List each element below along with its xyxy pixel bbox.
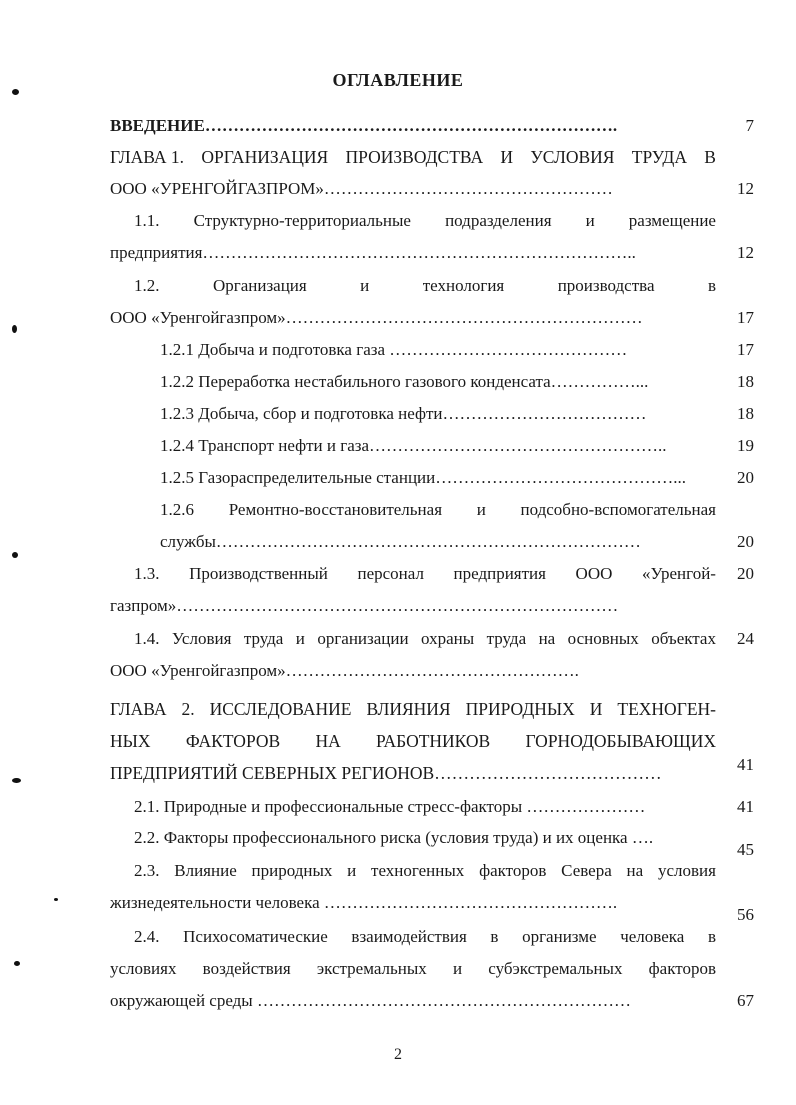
toc-page-1-4: 24 [737,629,754,648]
toc-entry-2-3-line1: 2.3. Влияние природных и техногенных факторов Севера на условия [134,861,716,880]
toc-page-2-1: 41 [737,797,754,816]
toc-entry-2-4-line1: 2.4. Психосоматические взаимодействия в организме человека в [134,927,716,946]
scan-speck [12,325,17,333]
toc-entry-ch2-line2: НЫХ ФАКТОРОВ НА РАБОТНИКОВ ГОРНОДОБЫВАЮЩИХ [110,731,716,751]
toc-entry-1-4-line1: 1.4. Условия труда и организации охраны труда на основных объектах [134,629,716,648]
toc-page-1-2-3: 18 [737,404,754,423]
toc-page-intro: 7 [745,116,754,135]
toc-entry-1-2-3: 1.2.3 Добыча, сбор и подготовка нефти……………………………… [160,404,647,423]
toc-page-ch2: 41 [737,755,754,774]
toc-page-2-3: 56 [737,905,754,924]
toc-entry-2-4-line3: окружающей среды ………………………………………………………… [110,991,631,1010]
toc-entry-1-2-5: 1.2.5 Газораспределительные станции……………………………………... [160,468,686,487]
toc-entry-1-2-line2: ООО «Уренгойгазпром»……………………………………………………… [110,308,643,327]
toc-entry-1-3-line1: 1.3. Производственный персонал предприятия ООО «Уренгой- [134,564,716,583]
toc-entry-1-2-4: 1.2.4 Транспорт нефти и газа…………………………………………….. [160,436,667,455]
scan-speck [14,961,20,966]
toc-page-1-2-5: 20 [737,468,754,487]
toc-page-1-1: 12 [737,243,754,262]
toc-page-1-2-2: 18 [737,372,754,391]
scan-speck [12,552,18,558]
toc-page-1-2-1: 17 [737,340,754,359]
page-number: 2 [394,1046,402,1063]
toc-entry-1-4-line2: ООО «Уренгойгазпром»……………………………………………. [110,661,579,680]
toc-page-1-2-4: 19 [737,436,754,455]
toc-page-1-3: 20 [737,564,754,583]
toc-entry-1-2-2: 1.2.2 Переработка нестабильного газового конденсата……………... [160,372,649,391]
toc-entry-1-1-line2: предприятия………………………………………………………………….. [110,243,636,262]
toc-entry-1-2-6-line2: службы………………………………………………………………… [160,532,641,551]
scan-speck [12,778,21,783]
toc-entry-ch1-line2: ООО «УРЕНГОЙГАЗПРОМ»…………………………………………… [110,179,613,198]
toc-entry-intro: ВВЕДЕНИЕ………………………………………………………………. [110,116,618,135]
toc-entry-2-1: 2.1. Природные и профессиональные стресс-факторы ………………… [134,797,646,816]
toc-page-2-2: 45 [737,840,754,859]
toc-entry-2-3-line2: жизнедеятельности человека ……………………………………………. [110,893,618,912]
toc-page-2-4: 67 [737,991,754,1010]
toc-page-1-2-6: 20 [737,532,754,551]
toc-entry-ch2-line1: ГЛАВА 2. ИССЛЕДОВАНИЕ ВЛИЯНИЯ ПРИРОДНЫХ И ТЕХНОГЕН- [110,699,716,719]
toc-title: ОГЛАВЛЕНИЕ [332,70,464,90]
scan-speck [54,898,58,901]
toc-entry-1-3-line2: газпром»…………………………………………………………………… [110,596,619,615]
toc-entry-1-1-line1: 1.1. Структурно-территориальные подразделения и размещение [134,211,716,230]
scan-speck [12,89,19,95]
toc-page-1-2: 17 [737,308,754,327]
toc-entry-2-4-line2: условиях воздействия экстремальных и субэкстремальных факторов [110,959,716,978]
toc-entry-ch1-line1: ГЛАВА 1. ОРГАНИЗАЦИЯ ПРОИЗВОДСТВА И УСЛОВИЯ ТРУДА В [110,147,716,167]
toc-entry-2-2: 2.2. Факторы профессионального риска (условия труда) и их оценка …. [134,828,654,847]
toc-entry-1-2-1: 1.2.1 Добыча и подготовка газа …………………………………… [160,340,628,359]
toc-entry-ch2-line3: ПРЕДПРИЯТИЙ СЕВЕРНЫХ РЕГИОНОВ………………………………… [110,763,662,783]
toc-entry-1-2-6-line1: 1.2.6 Ремонтно-восстановительная и подсобно-вспомогательная [160,500,716,519]
toc-page-ch1: 12 [737,179,754,198]
toc-entry-1-2-line1: 1.2. Организация и технология производства в [134,276,716,295]
